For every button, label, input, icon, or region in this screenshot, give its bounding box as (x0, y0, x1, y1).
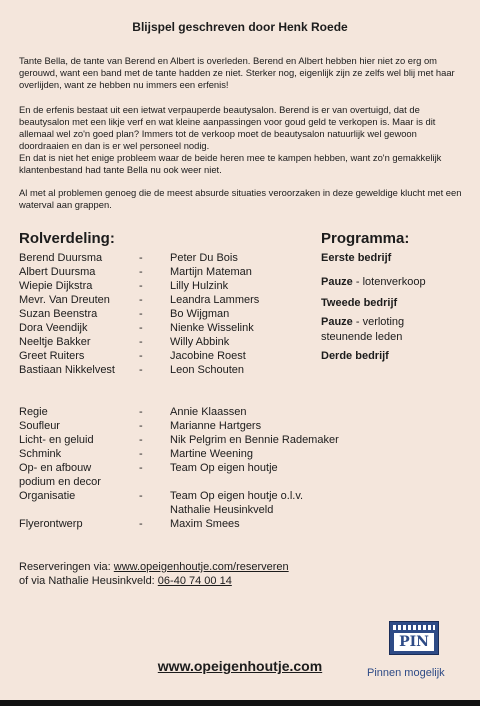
intro-paragraph-2: En de erfenis bestaat uit een ietwat verpauperde beautysalon. Berend is er van overtuigd, dat de beautysalon met een likje verf en wat kleine aanpassingen voor goud geld te verkopen is. Maar is dit allemaal wel zo'n goed plan? Immers tot de verkoop moet de beautysalon natuurlijk wel gewoon doordraaien en dan is er wel personeel nodig. (19, 104, 436, 152)
separator: - (139, 448, 143, 460)
cast-actor: Peter Du Bois (170, 252, 238, 264)
program-item (321, 349, 471, 363)
program-item-continued (321, 330, 471, 344)
website-link[interactable]: www.opeigenhoutje.com (157, 658, 323, 674)
crew-role: Organisatie (19, 490, 76, 502)
pause-text: - lotenverkoop (355, 276, 426, 288)
act-label: Eerste bedrijf (321, 252, 392, 264)
cast-role: Albert Duursma (19, 266, 96, 278)
crew-name: Nathalie Heusinkveld (170, 504, 274, 516)
cast-role: Wiepie Dijkstra (19, 280, 93, 292)
cast-actor: Jacobine Roest (170, 350, 246, 362)
separator: - (139, 252, 143, 264)
cast-actor: Leandra Lammers (170, 294, 260, 306)
separator: - (139, 462, 143, 474)
cast-actor: Lilly Hulzink (170, 280, 229, 292)
separator: - (139, 490, 143, 502)
reservation-link[interactable]: www.opeigenhoutje.com/reserveren (113, 561, 289, 573)
separator: - (139, 266, 143, 278)
act-label: Derde bedrijf (321, 350, 389, 362)
crew-role: Licht- en geluid (19, 434, 94, 446)
separator: - (139, 308, 143, 320)
cast-role: Dora Veendijk (19, 322, 88, 334)
intro-paragraph-1: Tante Bella, de tante van Berend en Albert is overleden. Berend en Albert hebben hier niet zo erg om gerouwd, want een band met de tante hadden ze niet. Sterker nog, eigenlijk zijn ze zelfs wel blij met haar overlijden, want ze hebben nu immers een erfenis! (19, 55, 455, 91)
cast-role: Neeltje Bakker (19, 336, 91, 348)
separator: - (139, 420, 143, 432)
cast-actor: Bo Wijgman (170, 308, 230, 320)
crew-role: Flyerontwerp (19, 518, 83, 530)
crew-name: Annie Klaassen (170, 406, 247, 418)
crew-role: Schmink (19, 448, 62, 460)
separator: - (139, 364, 143, 376)
crew-name: Maxim Smees (170, 518, 240, 530)
separator: - (139, 280, 143, 292)
crew-role: Regie (19, 406, 48, 418)
reservation-line (19, 560, 289, 574)
phone-label: of via Nathalie Heusinkveld: (19, 575, 158, 587)
pin-logo-stripe (393, 625, 435, 630)
phone-line (19, 574, 232, 588)
pin-logo-icon (389, 621, 439, 655)
crew-name: Team Op eigen houtje (170, 462, 278, 474)
crew-name: Team Op eigen houtje o.l.v. (170, 490, 304, 502)
program-item (321, 251, 471, 265)
intro-paragraph-3: En dat is niet het enige probleem waar de beide heren mee te kampen hebben, want zo'n gemakkelijk klantenbestand had tante Bella nu ook weer niet. (19, 152, 442, 176)
bottom-border (0, 700, 480, 706)
cast-role: Bastiaan Nikkelvest (19, 364, 115, 376)
pin-logo-text: PIN (393, 632, 435, 652)
separator: - (139, 518, 143, 530)
cast-role: Greet Ruiters (19, 350, 85, 362)
cast-role: Suzan Beenstra (19, 308, 98, 320)
cast-actor: Willy Abbink (170, 336, 230, 348)
program-item (321, 275, 471, 289)
crew-role: podium en decor (19, 476, 101, 488)
cast-role: Berend Duursma (19, 252, 103, 264)
pause-label: Pauze (321, 276, 353, 288)
crew-name: Marianne Hartgers (170, 420, 262, 432)
program-item (321, 296, 471, 310)
separator: - (139, 322, 143, 334)
phone-link[interactable]: 06-40 74 00 14 (157, 575, 232, 587)
program-heading: Programma: (321, 230, 410, 247)
pause-text: - verloting (355, 316, 405, 328)
separator: - (139, 434, 143, 446)
act-label: Tweede bedrijf (321, 297, 398, 309)
pause-text: steunende leden (321, 331, 403, 343)
page-title: Blijspel geschreven door Henk Roede (132, 20, 348, 34)
crew-name: Martine Weening (170, 448, 253, 460)
cast-actor: Leon Schouten (170, 364, 245, 376)
reservation-label: Reserveringen via: (19, 561, 114, 573)
cast-actor: Nienke Wisselink (170, 322, 254, 334)
intro-paragraph-4: Al met al problemen genoeg die de meest absurde situaties veroorzaken in deze geweldige klucht met een waterval aan grappen. (19, 187, 462, 211)
separator: - (139, 336, 143, 348)
crew-role: Op- en afbouw (19, 462, 92, 474)
program-item (321, 315, 471, 329)
cast-heading: Rolverdeling: (19, 230, 115, 247)
separator: - (139, 294, 143, 306)
crew-role: Soufleur (19, 420, 60, 432)
crew-name: Nik Pelgrim en Bennie Rademaker (170, 434, 339, 446)
separator: - (139, 350, 143, 362)
pause-label: Pauze (321, 316, 353, 328)
cast-actor: Martijn Mateman (170, 266, 252, 278)
cast-role: Mevr. Van Dreuten (19, 294, 110, 306)
separator: - (139, 406, 143, 418)
pin-caption: Pinnen mogelijk (367, 667, 445, 679)
